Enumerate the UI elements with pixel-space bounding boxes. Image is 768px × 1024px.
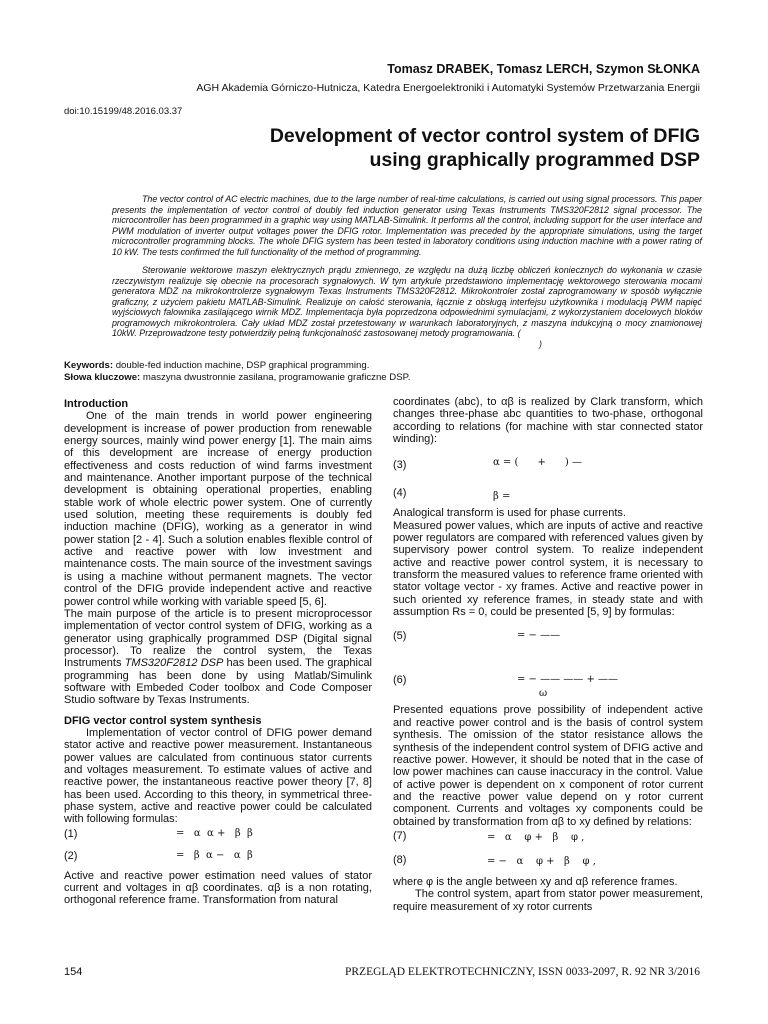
equation-body: = β α − α β	[176, 849, 253, 861]
right-column	[393, 396, 703, 913]
equation-number: (8)	[393, 853, 407, 866]
equation-2	[64, 848, 372, 866]
authors: Tomasz DRABEK, Tomasz LERCH, Szymon SŁONKA	[387, 62, 700, 76]
paper-title	[140, 124, 700, 172]
paragraph: The main purpose of the article is to present microprocessor implementation of vector control system of DFIG, working as a generator using graphically programmed DSP (Digital signal processor). To realize the control system, the Texas Instruments TMS320F2812 DSP has been used. The graphical programming has been done by using Matlab/Simulink software with Embeded Coder toolbox and Code Composer Studio software by Texas Instruments.	[64, 607, 373, 707]
equation-5	[393, 628, 703, 672]
equation-body: = − ——	[517, 630, 561, 642]
affiliation: AGH Akademia Górniczo-Hutnicza, Katedra Energoelektroniki i Automatyki Systemów Przetwarzania Energii	[196, 82, 700, 94]
abstract-polish-tail: )	[539, 338, 542, 349]
keywords	[64, 360, 410, 383]
equation-body: β =	[493, 491, 511, 503]
paragraph: coordinates (abc), to αβ is realized by Clark transform, which changes three-phase abc quantities to two-phase, orthogonal according to relations (for machine with star connected stator winding):	[393, 396, 703, 446]
left-column	[64, 398, 372, 907]
abstract-polish-text: Sterowanie wektorowe maszyn elektrycznych prądu zmiennego, ze względu na dużą liczbę obliczeń koniecznych do wykonania w czasie rzeczywistym realizuje się obecnie na procesorach sygnałowych. W tym artykule przedstawiono implementację wektorowego sterowania mocami generatora MDZ na mikrokontrolerze sygnałowym Texas Instruments TMS320F2812. Mikrokontroler został zaprogramowany w sposób wyłącznie graficzny, z użyciem pakietu MATLAB-Simulink. Realizuje on całość sterowania, łącznie z obsługą interfejsu użytkownika i modulacją PWM napięć wyjściowych falownika zasilającego wirnik MDZ. Implementacja była poprzedzona odpowiednimi symulacjami, z wykorzystaniem docelowych bloków programowych mikrokontrolera. Cały układ MDZ został przetestowany w warunkach laboratoryjnych, z maszyna indukcyjną o mocy znamionowej 10kW. Przeprowadzone testy potwierdziły pełną funkcjonalność zastosowanej metody programowania. (	[112, 265, 702, 338]
equation-number: (2)	[64, 849, 78, 862]
paragraph: Analogical transform is used for phase currents.	[393, 507, 626, 520]
emphasis: TMS320F2812 DSP	[124, 657, 224, 670]
equation-number: (1)	[64, 827, 78, 840]
abstract-polish	[112, 265, 702, 349]
journal-name: PRZEGLĄD ELEKTROTECHNICZNY, ISSN 0033-2097, R. 92 NR 3/2016	[344, 966, 700, 978]
equation-6	[393, 672, 703, 704]
equation-body: = α φ + β φ ,	[487, 831, 585, 843]
paragraph: Measured power values, which are inputs of active and reactive power regulators are compared with referenced values given by supervisory power control system. To realize independent active and reactive power control system, it is necessary to transform the measured values to reference frame oriented with stator voltage vector - xy frames. Active and reactive power in such oriented xy reference frames, in steady state and with assumption Rs = 0, could be presented [5, 9] by formulas:	[393, 519, 703, 619]
equation-number: (5)	[393, 630, 407, 643]
paragraph: The control system, apart from stator power measurement, require measurement of xy rotor currents	[393, 888, 703, 913]
equation-7	[393, 830, 703, 848]
abstract-english: The vector control of AC electric machines, due to the large number of real-time calculations, is carried out using signal processors. This paper presents the implementation of vector control of doubly fed induction generator using Texas Instruments TMS320F2812 signal processor. The microcontroller has been programmed in a graphic way using MATLAB-Simulink. It performs all the control, including support for the user interface and PWM modulation of inverter output voltages power the DFIG rotor. Implementation was preceded by the appropriate simulations, using the target microcontroller programming blocks. The whole DFIG system has been tested in laboratory conditions using induction machine with a power rating of 10 kW. The tests confirmed the full functionality of the method of programming.	[112, 194, 702, 257]
paragraph: Active and reactive power estimation need values of stator current and voltages in αβ coordinates. αβ is a non rotating, orthogonal reference frame. Transformation from natural	[64, 869, 372, 907]
equation-body: = α α + β β	[176, 827, 253, 839]
equation-number: (7)	[393, 829, 407, 842]
title-line-2: using graphically programmed DSP	[369, 149, 700, 171]
equation-8	[393, 854, 703, 872]
keywords-pl: maszyna dwustronnie zasilana, programowanie graficzne DSP.	[140, 371, 411, 383]
equation-body: = − —— —— + ——	[517, 674, 619, 686]
keywords-label-en: Keywords:	[64, 360, 114, 371]
equation-3	[393, 451, 703, 481]
equation-number: (3)	[393, 459, 407, 472]
equation-body: = − α φ + β φ ,	[487, 855, 596, 867]
page-number: 154	[64, 966, 83, 978]
equation-number: (4)	[393, 487, 407, 500]
paragraph: Presented equations prove possibility of independent active and reactive power control and is the basis of control system synthesis. The omission of the stator resistance allows the synthesis of the independent control system of DFIG active and reactive power. However, it should be noted that in the case of low power machines can cause inaccuracy in the control. Value of active power is dependent on x component of rotor current and the reactive power value depend on y rotor current component. Currents and voltages xy components could be obtained by transformation from αβ to xy defined by relations:	[393, 704, 703, 828]
paragraph: One of the main trends in world power engineering development is increase of power production from renewable energy sources, mainly wind power energy [1]. The main aims of this development are increase of energy production effectiveness and costs reduction of wind farms investment and maintenance. Another important purpose of the technical development is obtaining operational properties, enabling stable work of whole electric power system. One of currently used solution, meeting these requirements is doubly fed induction machine (DFIG), working as a generator in wind power station [2 - 4]. Such a solution enables flexible control of active and reactive power with low investment and maintenance costs. The main source of the investment savings is using a machine without permanent magnets. The vector control of the DFIG provide independent active and reactive power control while working with variable speed [5, 6].	[64, 410, 372, 608]
doi[interactable]: doi:10.15199/48.2016.03.37	[64, 106, 183, 117]
equation-subscript: ω	[539, 688, 548, 700]
section-heading-introduction: Introduction	[64, 398, 129, 410]
keywords-label-pl: Słowa kluczowe:	[64, 371, 141, 383]
paragraph: Implementation of vector control of DFIG power demand stator active and reactive power measurement. Instantaneous power values are calculated from continuous stator currents and voltages measurement. To estimate values of active and reactive power, the instantaneous reactive power theory [7, 8] has been used. According to this theory, in symmetrical three-phase system, active and reactive power could be calculated with following formulas:	[64, 726, 372, 826]
equation-number: (6)	[393, 674, 407, 687]
equation-1	[64, 826, 372, 844]
title-line-1: Development of vector control system of DFIG	[269, 125, 700, 147]
keywords-en: double-fed induction machine, DSP graphical programming.	[113, 360, 370, 371]
paragraph: where φ is the angle between xy and αβ reference frames.	[393, 875, 678, 888]
section-heading-synthesis: DFIG vector control system synthesis	[64, 714, 262, 727]
equation-body: α = ( + ) —	[493, 457, 582, 469]
equation-4	[393, 481, 703, 507]
